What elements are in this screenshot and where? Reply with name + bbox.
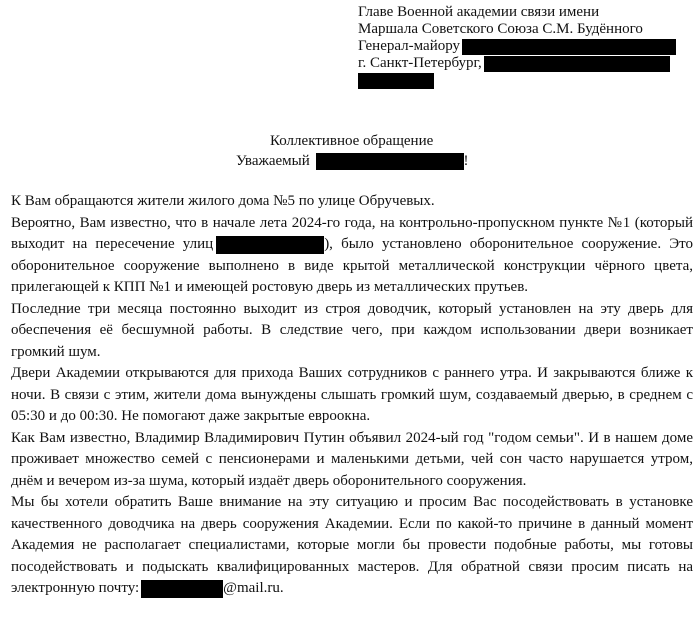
addressee-line-5 [358, 72, 694, 89]
addressee-line-4 [358, 55, 694, 72]
paragraph: Как Вам известно, Владимир Владимирович Путин объявил 2024-ый год "годом семьи". И в нашем доме проживает множество семей с пенсионерами и маленькими детьми, чей сон часто нарушается утром, днём и вечером из-за шума, который издаёт дверь оборонительного сооружения. [11, 429, 693, 489]
paragraph: К Вам обращаются жители жилого дома №5 по улице Обручевых. [11, 193, 435, 209]
addressee-city: г. Санкт-Петербург, [358, 55, 482, 71]
paragraph-text: ), было установлено оборонительное сооружение. Это оборонительное сооружение выполнено в виде крытой металлической конструкции чёрного цвета, прилегающей к КПП №1 и имеющей ростовую дверь из металлических прутьев. [11, 236, 693, 295]
paragraph [11, 492, 693, 600]
addressee-line-1: Главе Военной академии связи имени [358, 4, 600, 20]
paragraph: Последние три месяца постоянно выходит из строя доводчик, который установлен на эту дверь для обеспечения её бесшумной работы. В следствие чего, при каждом использовании двери возникает громкий шум. [11, 300, 693, 360]
redaction-box [216, 236, 324, 254]
addressee-block [358, 4, 694, 89]
redaction-box [484, 56, 670, 72]
letter-body [11, 191, 693, 600]
redaction-box [141, 580, 223, 598]
paragraph-text: Мы бы хотели обратить Ваше внимание на эту ситуацию и просим Вас посодействовать в установке качественного доводчика на дверь сооружения Академии. Если по какой-то причине в данный момент Академия не располагает специалистами, которые могли бы провести подобные работы, мы готовы посодействовать и подыскать квалифицированных мастеров. Для обратной связи просим писать на электронную почту: [11, 494, 693, 596]
redaction-box [462, 39, 676, 55]
redaction-box [316, 153, 464, 170]
redaction-box [358, 73, 434, 89]
addressee-line-3 [358, 38, 694, 55]
paragraph [11, 213, 693, 299]
salutation [236, 152, 469, 170]
salutation-prefix: Уважаемый [236, 153, 310, 169]
paragraph-text: Вероятно, Вам известно, что в начале лета 2024-го года, на контрольно-пропускном пункте №1 (который выходит на пересечение улиц [11, 214, 693, 252]
addressee-line-2: Маршала Советского Союза С.М. Будённого [358, 21, 643, 37]
addressee-rank: Генерал-майору [358, 38, 461, 54]
email-domain: @mail.ru. [223, 580, 284, 596]
document-title: Коллективное обращение [270, 133, 434, 149]
salutation-suffix: ! [463, 153, 469, 169]
paragraph: Двери Академии открываются для прихода Ваших сотрудников с раннего утра. И закрываются ближе к ночи. В связи с этим, жители дома вынуждены слышать громкий шум, создаваемый дверью, в среднем с 05:30 и до 00:30. Не помогают даже закрытые евроокна. [11, 365, 693, 424]
